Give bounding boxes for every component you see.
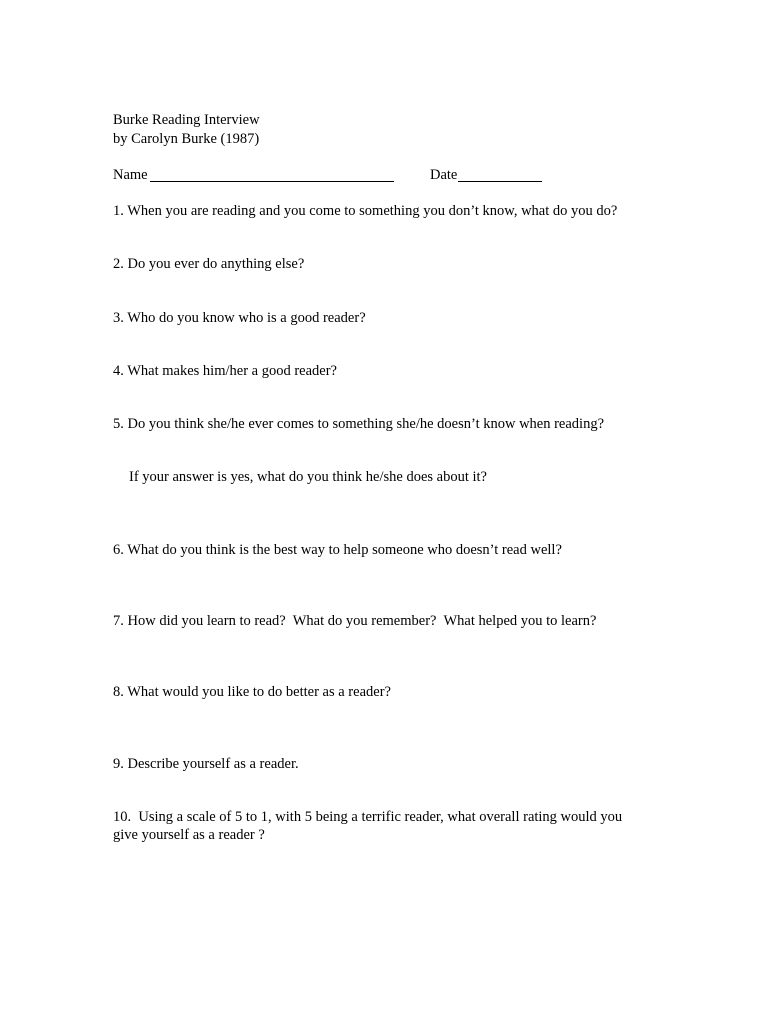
question-5: 5. Do you think she/he ever comes to something she/he doesn’t know when reading? [113, 416, 605, 432]
question-6: 6. What do you think is the best way to help someone who doesn’t read well? [113, 542, 562, 558]
document-title: Burke Reading Interview [113, 112, 260, 128]
question-8: 8. What would you like to do better as a reader? [113, 684, 391, 700]
question-10-continued: give yourself as a reader ? [113, 827, 265, 843]
question-4: 4. What makes him/her a good reader? [113, 363, 337, 379]
question-5-followup: If your answer is yes, what do you think he/she does about it? [129, 469, 487, 485]
date-blank-line[interactable] [458, 168, 542, 182]
question-9: 9. Describe yourself as a reader. [113, 756, 299, 772]
question-1: 1. When you are reading and you come to something you don’t know, what do you do? [113, 203, 618, 219]
question-3: 3. Who do you know who is a good reader? [113, 310, 366, 326]
document-byline: by Carolyn Burke (1987) [113, 131, 260, 147]
question-10: 10. Using a scale of 5 to 1, with 5 being a terrific reader, what overall rating would you [113, 809, 623, 825]
question-2: 2. Do you ever do anything else? [113, 256, 305, 272]
name-blank-line[interactable] [150, 168, 394, 182]
date-label: Date [430, 167, 458, 183]
name-label: Name [113, 167, 148, 183]
question-7: 7. How did you learn to read? What do you remember? What helped you to learn? [113, 613, 597, 629]
